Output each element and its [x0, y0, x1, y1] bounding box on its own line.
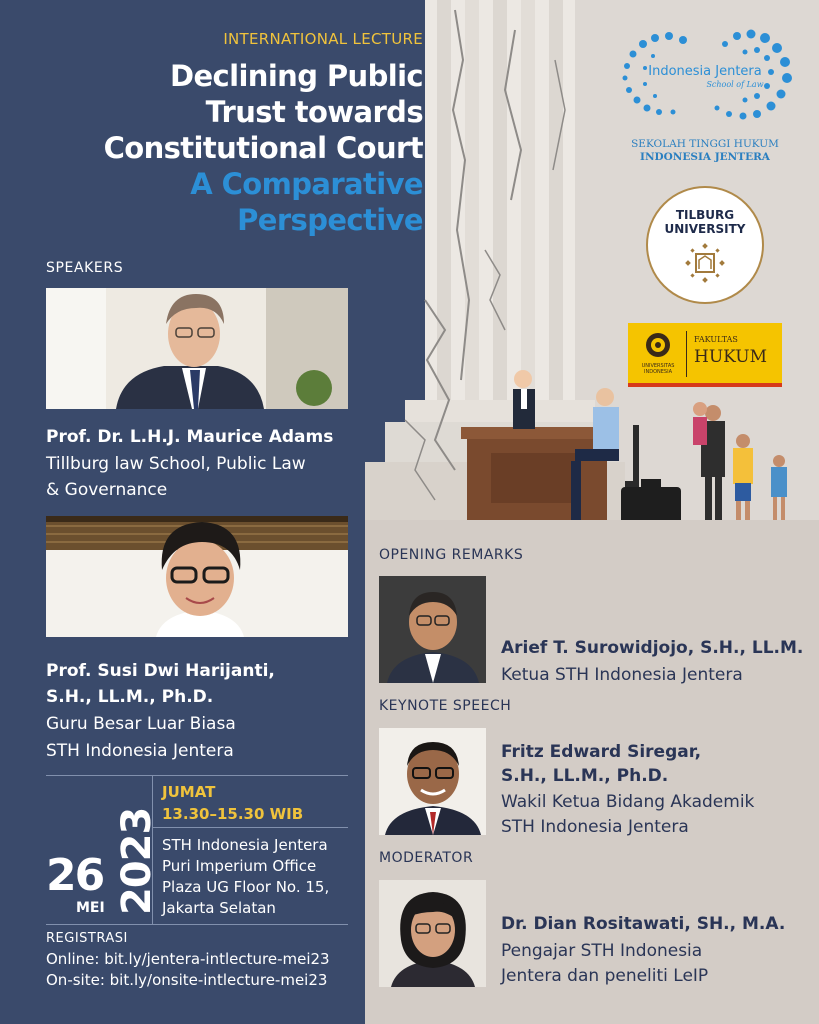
- keynote-speaker-affiliation-line-1: Wakil Ketua Bidang Akademik: [501, 792, 755, 812]
- keynote-speaker-name-line-1: Fritz Edward Siregar,: [501, 742, 702, 762]
- ui-makara-icon: [644, 331, 672, 361]
- ui-line-2: INDONESIA: [644, 369, 672, 375]
- subtitle-line-1: A Comparative: [190, 167, 423, 201]
- venue-line-4: Jakarta Selatan: [162, 899, 276, 917]
- ui-law-logo: [628, 323, 782, 387]
- speaker-2-affiliation-line-2: STH Indonesia Jentera: [46, 741, 234, 761]
- speaker-2-name-line-2: S.H., LL.M., Ph.D.: [46, 687, 214, 707]
- event-month: MEI: [76, 900, 105, 916]
- venue-line-1: STH Indonesia Jentera: [162, 836, 328, 854]
- subtitle-line-2: Perspective: [237, 203, 423, 237]
- moderator-photo: [379, 880, 486, 987]
- registration-label: REGISTRASI: [46, 931, 128, 946]
- speaker-1-affiliation-line-2: & Governance: [46, 480, 168, 500]
- moderator-label: MODERATOR: [379, 850, 474, 866]
- speaker-2-name-line-1: Prof. Susi Dwi Harijanti,: [46, 661, 275, 681]
- speaker-1-name: Prof. Dr. L.H.J. Maurice Adams: [46, 427, 334, 447]
- tilburg-emblem-icon: [684, 242, 726, 284]
- keynote-label: KEYNOTE SPEECH: [379, 698, 512, 714]
- opening-speaker-photo: [379, 576, 486, 683]
- event-type: INTERNATIONAL LECTURE: [223, 30, 423, 48]
- event-day: 26: [46, 850, 104, 901]
- speaker-2-affiliation-line-1: Guru Besar Luar Biasa: [46, 714, 236, 734]
- courtroom-illustration: [455, 365, 800, 535]
- moderator-affiliation-line-2: Jentera dan peneliti LeIP: [501, 966, 709, 986]
- opening-speaker-affiliation: Ketua STH Indonesia Jentera: [501, 665, 743, 685]
- keynote-speaker-photo: [379, 728, 486, 835]
- ui-faculty-label: FAKULTAS: [694, 335, 738, 344]
- speakers-label: SPEAKERS: [46, 260, 124, 276]
- ui-hukum-label: HUKUM: [694, 347, 767, 367]
- moderator-affiliation-line-1: Pengajar STH Indonesia: [501, 941, 703, 961]
- speaker-photo-adams: [46, 288, 348, 409]
- speaker-1-affiliation-line-1: Tillburg law School, Public Law: [46, 454, 306, 474]
- moderator-name: Dr. Dian Rositawati, SH., M.A.: [501, 914, 786, 934]
- ui-line-1: UNIVERSITAS: [641, 363, 675, 369]
- registration-online-link[interactable]: Online: bit.ly/jentera-intlecture-mei23: [46, 950, 330, 968]
- registration-onsite-link[interactable]: On-site: bit.ly/onsite-intlecture-mei23: [46, 971, 328, 989]
- venue-line-3: Plaza UG Floor No. 15,: [162, 878, 330, 896]
- jentera-name-line-1: SEKOLAH TINGGI HUKUM: [631, 138, 779, 150]
- title-line-2: Trust towards: [205, 95, 423, 129]
- title-line-3: Constitutional Court: [103, 131, 423, 165]
- speaker-photo-harijanti: [46, 516, 348, 637]
- jentera-wordmark: Indonesia Jentera: [648, 64, 762, 79]
- opening-remarks-label: OPENING REMARKS: [379, 547, 524, 563]
- opening-speaker-name: Arief T. Surowidjojo, S.H., LL.M.: [501, 638, 804, 658]
- schedule-block: [46, 775, 348, 925]
- event-year: 2023: [114, 807, 160, 915]
- event-weekday: JUMAT: [162, 783, 216, 801]
- event-time: 13.30–15.30 WIB: [162, 805, 304, 823]
- tilburg-line-1: TILBURG: [675, 208, 735, 222]
- venue-line-2: Puri Imperium Office: [162, 857, 317, 875]
- tilburg-line-2: UNIVERSITY: [664, 222, 746, 236]
- keynote-speaker-name-line-2: S.H., LL.M., Ph.D.: [501, 766, 669, 786]
- title-line-1: Declining Public: [169, 59, 423, 93]
- jentera-name-line-2: INDONESIA JENTERA: [640, 151, 770, 163]
- keynote-speaker-affiliation-line-2: STH Indonesia Jentera: [501, 817, 689, 837]
- tilburg-logo: [646, 186, 764, 304]
- jentera-logo: [615, 28, 795, 132]
- jentera-tagline: School of Law: [706, 80, 764, 89]
